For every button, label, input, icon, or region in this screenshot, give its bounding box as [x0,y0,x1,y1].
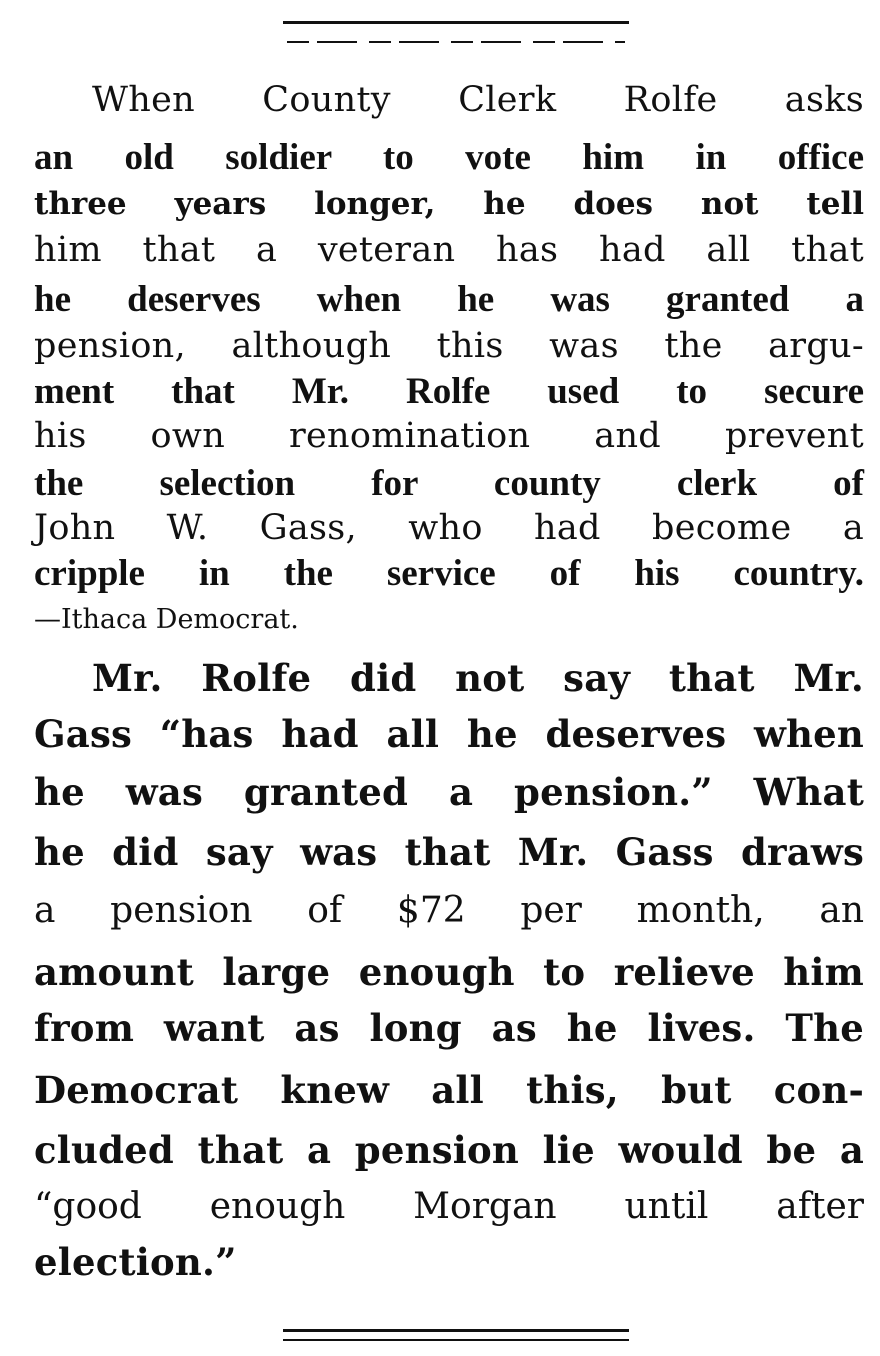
paragraph2-line-10: “good enough Morgan until after [34,1186,864,1227]
paragraph2-line-4: he did say was that Mr. Gass draws [34,830,864,874]
paragraph1-line-8: his own renomination and prevent [34,416,864,456]
paragraph2-line-11: election.” [34,1240,237,1284]
paragraph1-line-7: ment that Mr. Rolfe used to secure [34,371,864,412]
paragraph2-line-8: Democrat knew all this, but con- [34,1068,864,1112]
top-dashed-rule [287,41,625,43]
paragraph2-line-5: a pension of $72 per month, an [34,890,864,931]
paragraph2-line-3: he was granted a pension.” What [34,770,864,814]
paragraph2-line-1: Mr. Rolfe did not say that Mr. [92,656,864,700]
paragraph2-line-7: from want as long as he lives. The [34,1006,864,1050]
paragraph1-line-10: John W. Gass, who had become a [34,508,864,548]
paragraph2-line-6: amount large enough to relieve him [34,950,864,994]
paragraph2-line-9: cluded that a pension lie would be a [34,1128,864,1172]
top-rule [283,21,629,24]
bottom-rule [283,1329,629,1332]
paragraph1-line-5: he deserves when he was granted a [34,279,864,320]
paragraph1-line-9: the selection for county clerk of [34,463,864,504]
paragraph2-line-2: Gass “has had all he deserves when [34,712,864,756]
attribution: —Ithaca Democrat. [34,604,299,635]
paragraph1-line-11: cripple in the service of his country. [34,553,864,594]
paragraph1-line-4: him that a veteran has had all that [34,230,864,270]
paragraph1-line-3: three years longer, he does not tell [34,186,864,222]
paragraph1-line-6: pension, although this was the argu- [34,326,864,366]
paragraph1-line-1: When County Clerk Rolfe asks [92,80,864,120]
paragraph1-line-2: an old soldier to vote him in office [34,137,864,178]
bottom-rule-thin [283,1339,629,1341]
